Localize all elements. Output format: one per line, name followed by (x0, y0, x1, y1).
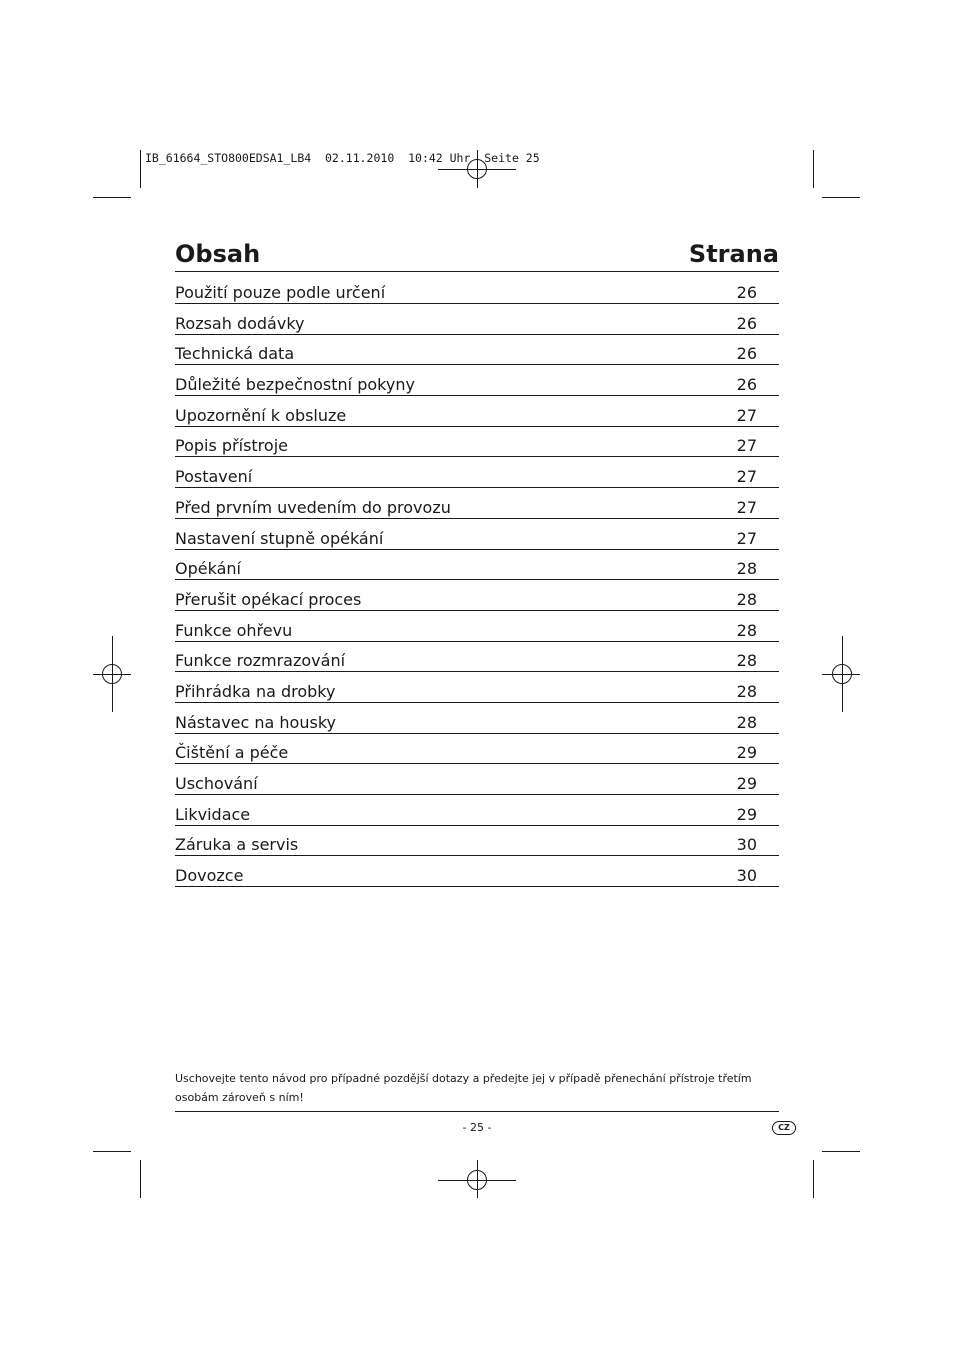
toc-entry-title: Čištění a péče (175, 743, 289, 763)
toc-entry-page: 27 (736, 436, 757, 456)
toc-entry-page: 26 (736, 283, 757, 302)
toc-entry-page: 26 (736, 344, 757, 364)
toc-entry[interactable] (175, 341, 779, 365)
toc-entry-title: Nastavení stupně opékání (175, 528, 384, 548)
toc-entry[interactable] (175, 710, 779, 734)
toc-entry[interactable] (175, 648, 779, 672)
toc-entry[interactable] (175, 618, 779, 642)
toc-entry-page: 28 (736, 712, 757, 732)
toc-entry-page: 28 (736, 651, 757, 671)
toc-entry[interactable] (175, 802, 779, 826)
toc-entry[interactable] (175, 587, 779, 611)
toc-heading (175, 240, 779, 272)
toc-entry-title: Záruka a servis (175, 835, 299, 855)
crop-mark-bottom-left-vertical (140, 1160, 141, 1198)
registration-mark-right-circle (832, 664, 852, 684)
table-of-contents (175, 280, 779, 894)
toc-entry[interactable] (175, 280, 779, 304)
crop-mark-bottom-left-horizontal (93, 1151, 131, 1152)
toc-entry-page: 28 (736, 620, 757, 640)
toc-entry[interactable] (175, 679, 779, 703)
toc-entry-page: 28 (736, 681, 757, 701)
toc-entry[interactable] (175, 372, 779, 396)
registration-mark-bottom-circle (467, 1170, 487, 1190)
crop-mark-bottom-right-horizontal (822, 1151, 860, 1152)
toc-entry-page: 28 (736, 589, 757, 609)
footnote: Uschovejte tento návod pro případné pozdější dotazy a předejte jej v případě přenechání přístroje třetím osobám zároveň s ním! (175, 1069, 779, 1112)
toc-entry[interactable] (175, 832, 779, 856)
toc-entry-page: 26 (736, 375, 757, 395)
toc-entry-page: 27 (736, 528, 757, 548)
toc-entry-title: Upozornění k obsluze (175, 405, 347, 425)
toc-entry-title: Nástavec na housky (175, 712, 336, 732)
toc-heading-title: Obsah (175, 240, 261, 268)
toc-entry[interactable] (175, 311, 779, 335)
language-badge: CZ (772, 1121, 796, 1135)
toc-entry[interactable] (175, 433, 779, 457)
toc-entry[interactable] (175, 771, 779, 795)
toc-entry[interactable] (175, 556, 779, 580)
crop-mark-bottom-right-vertical (813, 1160, 814, 1198)
registration-mark-left-circle (102, 664, 122, 684)
crop-mark-top-right-horizontal (822, 197, 860, 198)
toc-entry-title: Přerušit opékací proces (175, 589, 362, 609)
toc-entry-title: Funkce ohřevu (175, 620, 293, 640)
toc-entry-page: 26 (736, 313, 757, 333)
print-slug: IB_61664_STO800EDSA1_LB4 02.11.2010 10:42 Uhr Seite 25 (145, 151, 540, 165)
toc-entry-page: 27 (736, 405, 757, 425)
toc-entry-title: Důležité bezpečnostní pokyny (175, 375, 415, 395)
crop-mark-top-right-vertical (813, 150, 814, 188)
toc-entry-title: Dovozce (175, 866, 244, 886)
toc-entry-title: Popis přístroje (175, 436, 288, 456)
toc-entry-title: Rozsah dodávky (175, 313, 305, 333)
toc-entry-page: 29 (736, 804, 757, 824)
toc-entry[interactable] (175, 740, 779, 764)
toc-entry[interactable] (175, 403, 779, 427)
toc-entry[interactable] (175, 863, 779, 887)
toc-entry-page: 29 (736, 743, 757, 763)
toc-entry-title: Funkce rozmrazování (175, 651, 346, 671)
toc-entry[interactable] (175, 464, 779, 488)
toc-entry-page: 27 (736, 497, 757, 517)
toc-entry-title: Přihrádka na drobky (175, 681, 336, 701)
toc-entry-title: Uschování (175, 774, 258, 793)
crop-mark-top-left-horizontal (93, 197, 131, 198)
toc-entry-page: 30 (736, 835, 757, 855)
toc-entry[interactable] (175, 495, 779, 519)
toc-entry-page: 30 (736, 866, 757, 886)
page-number: - 25 - (462, 1121, 492, 1134)
toc-entry-title: Likvidace (175, 804, 251, 824)
toc-entry-title: Opékání (175, 559, 241, 579)
toc-entry[interactable] (175, 526, 779, 550)
crop-mark-top-left-vertical (140, 150, 141, 188)
toc-entry-page: 29 (736, 774, 757, 793)
toc-entry-title: Technická data (175, 344, 295, 364)
toc-entry-page: 27 (736, 467, 757, 487)
toc-heading-page-label: Strana (688, 240, 779, 268)
toc-entry-title: Použití pouze podle určení (175, 283, 386, 302)
toc-entry-title: Postavení (175, 467, 253, 487)
toc-entry-title: Před prvním uvedením do provozu (175, 497, 451, 517)
toc-entry-page: 28 (736, 559, 757, 579)
